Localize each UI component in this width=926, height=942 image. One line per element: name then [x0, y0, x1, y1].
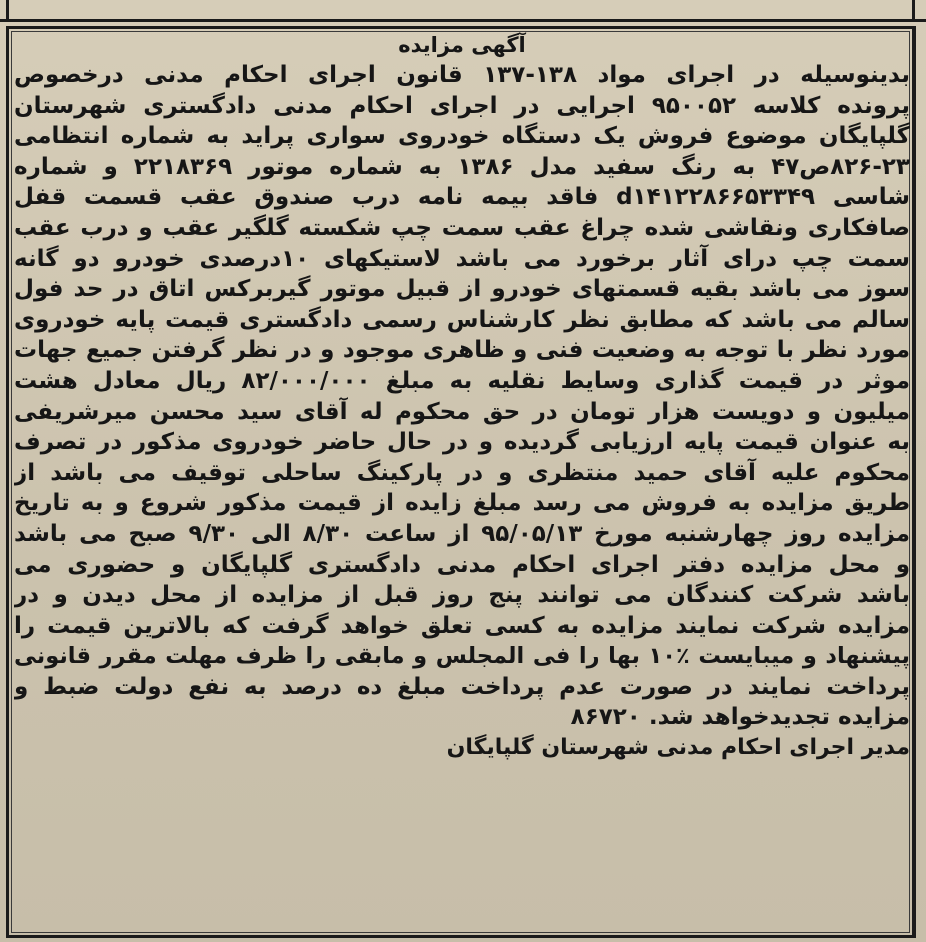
column-rule [912, 0, 915, 19]
notice-body-line: سمت چپ درای آثار برخورد می باشد لاستیکهای ۱۰درصدی خودرو دو گانه [14, 245, 910, 272]
notice-body-line: سالم می باشد که مطابق نظر کارشناس رسمی دادگستری قیمت پایه خودروی [14, 306, 910, 333]
notice-body-line: شاسی d۱۴۱۲۲۸۶۶۵۳۳۴۹ فاقد بیمه نامه درب صندوق عقب قسمت قفل [14, 184, 910, 211]
notice-body-line: مورد نظر با توجه به وضعیت فنی و ظاهری موجود و در نظر گرفتن جمیع جهات [14, 337, 910, 364]
notice-body-line: مزایده شرکت نمایند مزایده به کسی تعلق خواهد گرفت که بالاترین قیمت را [14, 612, 910, 639]
top-border-strip [0, 0, 926, 22]
notice-body-line: بدینوسیله در اجرای مواد ۱۳۸-۱۳۷ قانون اجرای احکام مدنی درخصوص [14, 62, 910, 88]
notice-body-line: طریق مزایده به فروش می رسد مبلغ زایده از قیمت مذکور شروع و به تاریخ [14, 490, 910, 517]
notice-body-line: محکوم علیه آقای حمید منتظری و در پارکینگ ساحلی توقیف می باشد از [14, 459, 910, 486]
column-rule [6, 0, 9, 19]
notice-body-line: سوز می باشد بقیه قسمتهای خودرو از قبیل موتور گیربرکس اتاق در حد فول [14, 276, 910, 303]
notice-body-line: پرداخت نمایند در صورت عدم پرداخت مبلغ ده درصد به نفع دولت ضبط و [14, 673, 910, 700]
notice-body-line: ۸۲۶-۲۳ص۴۷ به رنگ سفید مدل ۱۳۸۶ به شماره موتور ۲۲۱۸۳۶۹ و شماره [14, 153, 910, 180]
notice-signature: مدیر اجرای احکام مدنی شهرستان گلپایگان [446, 735, 910, 761]
auction-notice [14, 30, 910, 763]
notice-body-line: میلیون و دویست هزار تومان در حق محکوم له آقای سید محسن میرشریفی [14, 398, 910, 425]
notice-body-line: به عنوان قیمت پایه ارزیابی گردیده و در حال حاضر خودروی مذکور در تصرف [14, 429, 910, 456]
notice-body-line: پیشنهاد و میبایست ٪۱۰ بها را فی المجلس و مابقی را ظرف مهلت مقرر قانونی [14, 643, 910, 670]
notice-body-line: پرونده کلاسه ۹۵۰۰۵۲ اجرایی در اجرای احکام مدنی دادگستری شهرستان [14, 92, 910, 119]
notice-body-line: موثر در قیمت گذاری وسایط نقلیه به مبلغ ۸۲/۰۰۰/۰۰۰ ریال معادل هشت [14, 367, 910, 394]
notice-body-line: صافکاری ونقاشی شده چراغ عقب سمت چپ شکسته گلگیر عقب و درب عقب [14, 214, 910, 241]
notice-body-line: گلپایگان موضوع فروش یک دستگاه خودروی سواری پراید به شماره انتظامی [14, 123, 910, 150]
notice-body-line: مزایده روز چهارشنبه مورخ ۹۵/۰۵/۱۳ از ساعت ۸/۳۰ الی ۹/۳۰ صبح می باشد [14, 520, 910, 547]
notice-body-line: باشد شرکت کنندگان می توانند پنج روز قبل از مزایده از محل دیدن و در [14, 582, 910, 609]
notice-body-line: و محل مزایده دفتر اجرای احکام مدنی دادگستری گلپایگان و حضوری می [14, 551, 910, 578]
notice-body [14, 60, 910, 733]
notice-title: آگهی مزایده [398, 33, 526, 57]
notice-body-line: مزایده تجدیدخواهد شد. ۸۶۷۲۰ [570, 704, 910, 731]
